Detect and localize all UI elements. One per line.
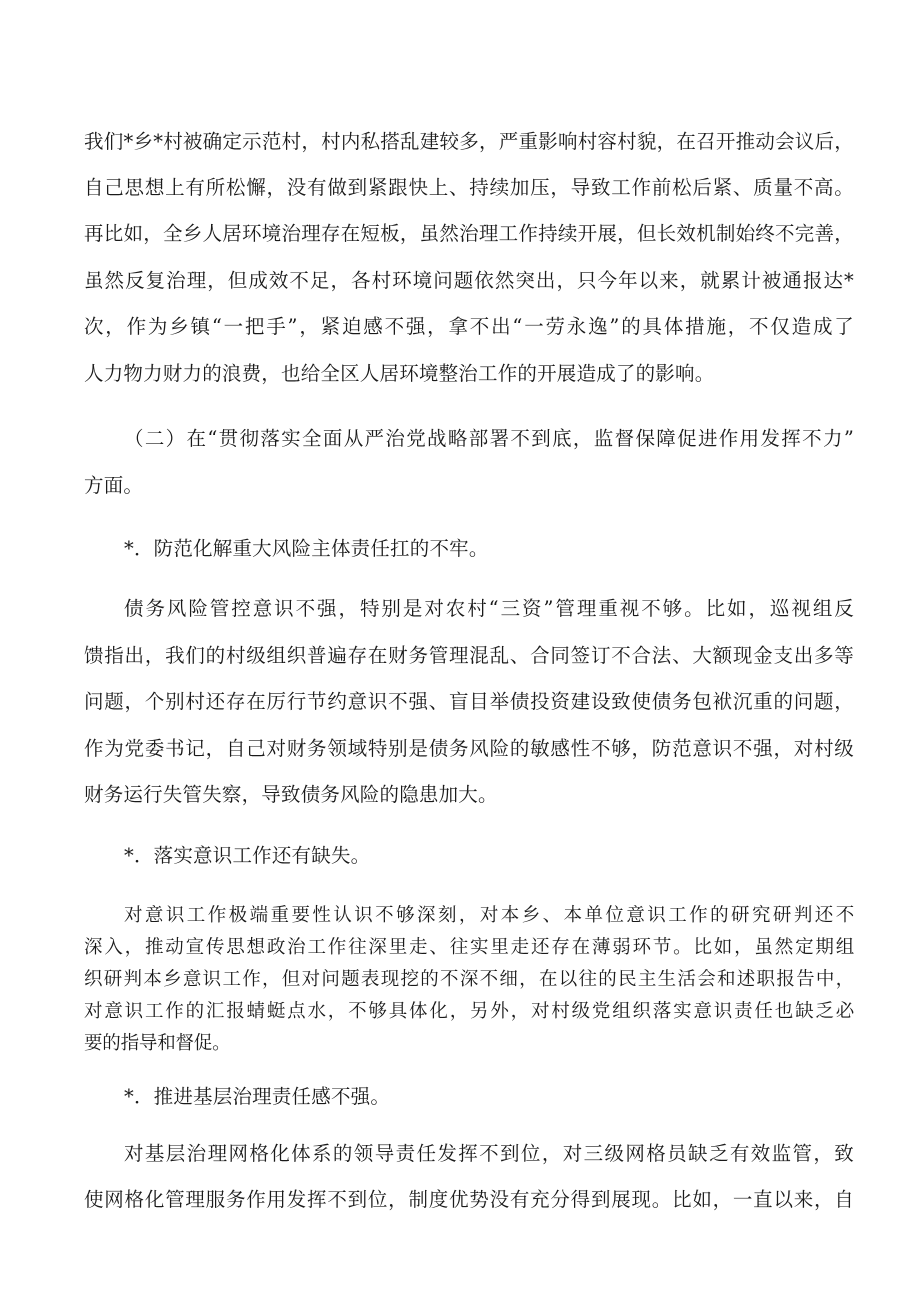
- subheading: *．防范化解重大风险主体责任扛的不牢。: [124, 537, 489, 560]
- body-line: 使网格化管理服务作用发挥不到位，制度优势没有充分得到展现。比如，一直以来，自: [84, 1188, 854, 1211]
- subheading: *．推进基层治理责任感不强。: [124, 1085, 391, 1108]
- body-line: 我们*乡*村被确定示范村，村内私搭乱建较多，严重影响村容村貌，在召开推动会议后，: [84, 130, 854, 153]
- body-line: 人力物力财力的浪费，也给全区人居环境整治工作的开展造成了的影响。: [84, 362, 715, 385]
- body-line: 虽然反复治理，但成效不足，各村环境问题依然突出，只今年以来，就累计被通报达*: [84, 269, 854, 292]
- body-line: 问题，个别村还存在厉行节约意识不强、盲目举债投资建设致使债务包袱沉重的问题，: [84, 690, 854, 713]
- body-line: 对意识工作极端重要性认识不够深刻，对本乡、本单位意识工作的研究研判还不: [124, 905, 854, 926]
- body-line: 作为党委书记，自己对财务领域特别是债务风险的敏感性不够，防范意识不强，对村级: [84, 737, 854, 760]
- body-line: 次，作为乡镇“一把手”，紧迫感不强，拿不出“一劳永逸”的具体措施，不仅造成了: [84, 315, 854, 338]
- section-heading-cont: 方面。: [84, 474, 144, 497]
- body-line: 债务风险管控意识不强，特别是对农村“三资”管理重视不够。比如，巡视组反: [124, 597, 854, 620]
- body-line: 对意识工作的汇报蜻蜓点水，不够具体化，另外，对村级党组织落实意识责任也缺乏必: [84, 1001, 854, 1022]
- body-line: 馈指出，我们的村级组织普遍存在财务管理混乱、合同签订不合法、大额现金支出多等: [84, 644, 854, 667]
- body-line: 自己思想上有所松懈，没有做到紧跟快上、持续加压，导致工作前松后紧、质量不高。: [84, 176, 854, 199]
- body-line: 财务运行失管失察，导致债务风险的隐患加大。: [84, 783, 498, 806]
- section-heading: （二）在“贯彻落实全面从严治党战略部署不到底，监督保障促进作用发挥不力”: [124, 427, 854, 450]
- body-line: 再比如，全乡人居环境治理存在短板，虽然治理工作持续开展，但长效机制始终不完善，: [84, 222, 854, 245]
- body-line: 织研判本乡意识工作，但对问题表现挖的不深不细，在以往的民主生活会和述职报告中，: [84, 969, 854, 990]
- body-line: 深入，推动宣传思想政治工作往深里走、往实里走还存在薄弱环节。比如，虽然定期组: [84, 937, 854, 958]
- body-line: 要的指导和督促。: [84, 1033, 231, 1054]
- subheading: *．落实意识工作还有缺失。: [124, 844, 371, 867]
- body-line: 对基层治理网格化体系的领导责任发挥不到位，对三级网格员缺乏有效监管，致: [124, 1142, 854, 1165]
